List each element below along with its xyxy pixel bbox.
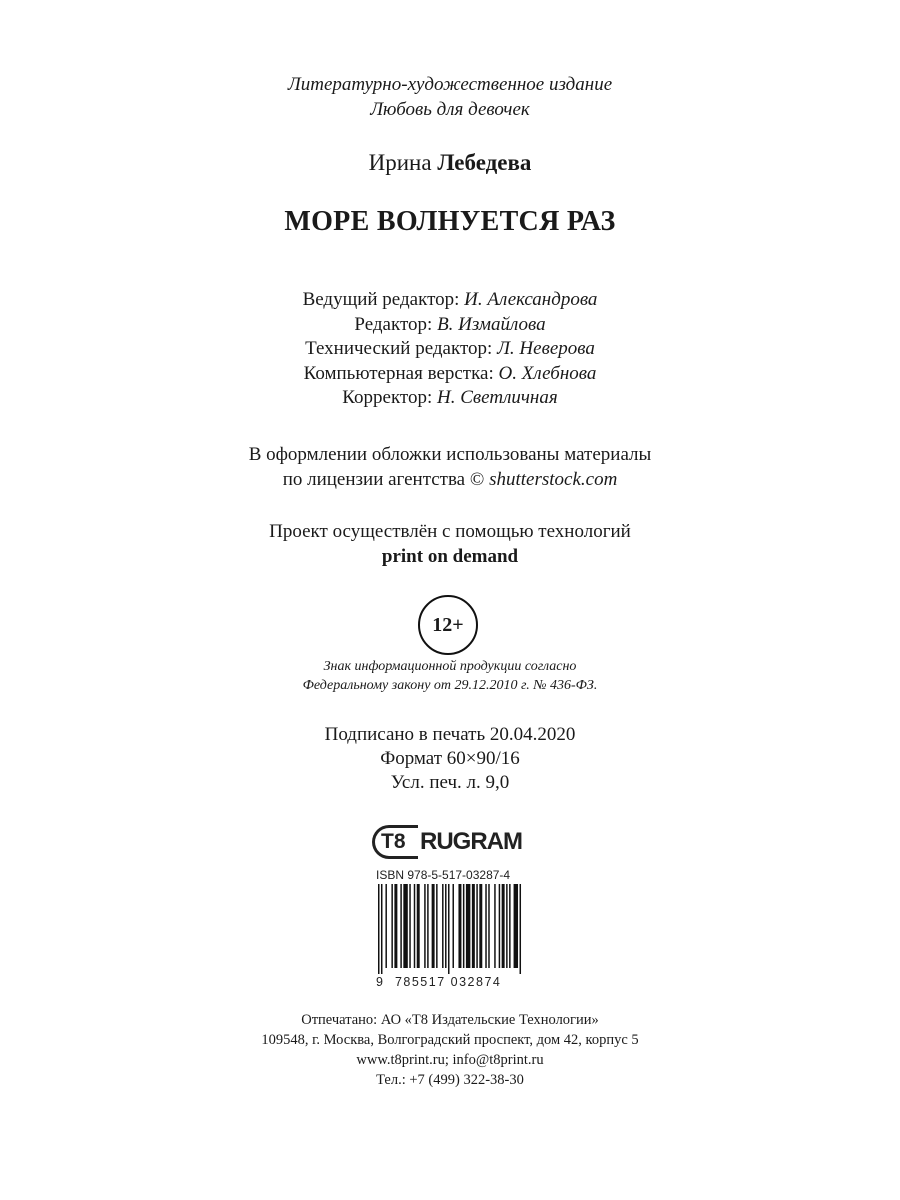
author-first-name: Ирина [368, 150, 432, 175]
credit-person: О. Хлебнова [498, 362, 597, 384]
barcode-bar [499, 884, 500, 968]
book-title: МОРЕ ВОЛНУЕТСЯ РАЗ [284, 206, 616, 237]
credit-person: И. Александрова [464, 289, 598, 310]
barcode-digits: 785517 032874 [394, 975, 502, 989]
credit-role: Компьютерная верстка: [303, 362, 494, 384]
printer-name: Отпечатано: АО «Т8 Издательские Технологии» [301, 1012, 599, 1028]
barcode-bar [391, 884, 392, 968]
barcode-bar [494, 884, 495, 968]
series-name: Любовь для девочек [370, 99, 530, 120]
barcode-bar [445, 884, 446, 968]
barcode-bar [424, 884, 425, 968]
cover-note-source: shutterstock.com [489, 469, 618, 490]
barcode-bar [485, 884, 486, 968]
cover-credit-note [0, 442, 900, 492]
barcode-bar [476, 884, 477, 968]
series-edition-type: Литературно-художественное издание [287, 74, 613, 95]
printer-info [0, 1010, 900, 1090]
author-name [0, 150, 900, 176]
barcode-bar [458, 884, 461, 968]
barcode-bar [506, 884, 507, 968]
barcode-bar [403, 884, 407, 968]
barcode-bar [409, 884, 410, 968]
barcode-first-digit: 9 [376, 975, 383, 989]
barcode-bar [509, 884, 510, 968]
barcode-bar [452, 884, 453, 968]
series-info [0, 72, 900, 122]
cover-note-line2 [0, 467, 900, 492]
law-note-line1: Знак информационной продукции согласно [323, 659, 577, 674]
logo-mark: T8 [372, 825, 418, 859]
barcode-bar [385, 884, 386, 968]
barcode-bar [502, 884, 505, 968]
printer-phone: Тел.: +7 (499) 322-38-30 [376, 1072, 524, 1088]
credit-role: Корректор: [342, 387, 433, 408]
barcode-bar [394, 884, 397, 968]
cover-note-prefix: по лицензии агентства © [282, 469, 485, 490]
credit-tech-editor [0, 337, 900, 362]
barcode-bar [520, 884, 521, 974]
credits-list [0, 288, 900, 411]
publisher-logo [372, 824, 522, 860]
barcode-bar [400, 884, 401, 968]
barcode-bar [466, 884, 470, 968]
credit-person: В. Измайлова [437, 313, 546, 335]
barcode-bar [488, 884, 489, 968]
print-sheets: Усл. печ. л. 9,0 [390, 772, 510, 793]
print-details [0, 723, 900, 795]
barcode-bar [479, 884, 482, 968]
barcode-bar [381, 884, 382, 974]
cover-note-line1: В оформлении обложки использованы материалы [248, 444, 652, 465]
credit-editor [0, 313, 900, 338]
credit-role: Ведущий редактор: [302, 289, 460, 310]
barcode-image [376, 884, 526, 974]
credit-lead-editor [0, 288, 900, 313]
author-last-name: Лебедева [437, 150, 532, 175]
barcode-bar [448, 884, 449, 974]
barcode-bar [414, 884, 415, 968]
barcode-bar [442, 884, 443, 968]
credit-person: Л. Неверова [497, 338, 595, 359]
barcode-bar [378, 884, 379, 974]
barcode-number [376, 975, 526, 989]
barcode-bar [417, 884, 420, 968]
credit-role: Редактор: [354, 313, 433, 335]
credit-proofreader [0, 386, 900, 411]
isbn-label: ISBN 978-5-517-03287-4 [376, 868, 511, 882]
law-note [0, 657, 900, 695]
credit-role: Технический редактор: [305, 338, 493, 359]
barcode-bar [463, 884, 464, 968]
print-format: Формат 60×90/16 [380, 748, 520, 769]
printer-address: 109548, г. Москва, Волгоградский проспект, дом 42, корпус 5 [261, 1032, 639, 1048]
print-signed-date: Подписано в печать 20.04.2020 [324, 724, 576, 745]
barcode-bar [432, 884, 435, 968]
barcode-bar [436, 884, 437, 968]
barcode-bar [427, 884, 428, 968]
age-rating-badge: 12+ [418, 595, 478, 655]
credit-person: Н. Светличная [437, 387, 558, 408]
project-note-line1: Проект осуществлён с помощью технологий [269, 521, 631, 542]
credit-layout [0, 362, 900, 387]
law-note-line2: Федеральному закону от 29.12.2010 г. № 436-ФЗ. [302, 678, 598, 693]
printer-web: www.t8print.ru; info@t8print.ru [356, 1052, 544, 1068]
barcode-bar [514, 884, 518, 968]
project-note [0, 519, 900, 569]
barcode-bar [472, 884, 475, 968]
logo-word: RUGRAM [420, 828, 522, 855]
project-note-line2: print on demand [381, 546, 519, 567]
